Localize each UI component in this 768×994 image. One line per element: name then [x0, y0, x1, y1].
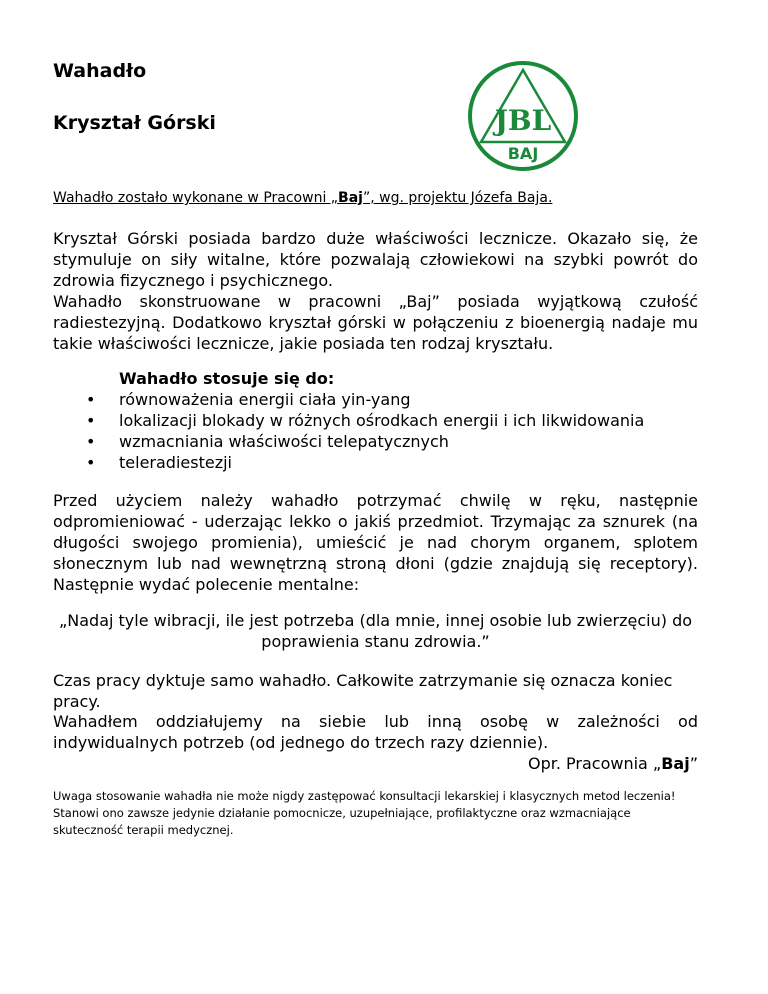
credit-suffix: ”, wg. projektu Józefa Baja.: [362, 190, 553, 206]
list-item: • wzmacniania właściwości telepatycznych: [86, 432, 449, 451]
paragraph-sensitivity: Wahadło skonstruowane w pracowni „Baj” posiada wyjątkową czułość radiestezyjną. Dodatkowo kryształ górski w połączeniu z bioenergią nadaje mu takie właściwości lecznicze, jakie posiada ten rodzaj kryształu.: [53, 292, 698, 353]
medical-disclaimer: Uwaga stosowanie wahadła nie może nigdy zastępować konsultacji lekarskiej i klasycznych metod leczenia! Stanowi ono zawsze jedynie działanie pomocnicze, uzupełniające, profilaktyczne oraz wzmacniające skuteczność terapii medycznej.: [53, 789, 676, 837]
usage-heading: Wahadło stosuje się do:: [119, 369, 335, 388]
logo-brand-text: BAJ: [507, 144, 539, 163]
bullet-icon: •: [86, 411, 96, 430]
baj-logo: [467, 60, 579, 172]
list-item: • lokalizacji blokady w różnych ośrodkach energii i ich likwidowania: [86, 411, 645, 430]
quote-line-1: „Nadaj tyle wibracji, ile jest potrzeba (dla mnie, innej osobie lub zwierzęciu) do: [58, 611, 693, 630]
signature-prefix: Opr. Pracownia „: [528, 754, 662, 773]
credit-brand: Baj: [338, 190, 363, 206]
usage-list: [53, 368, 698, 473]
logo-monogram: JBL: [494, 104, 552, 137]
bullet-icon: •: [86, 453, 96, 472]
paragraph-intro: Kryształ Górski posiada bardzo duże właściwości lecznicze. Okazało się, że stymuluje on siły witalne, które pozwalają człowiekowi na szybki powrót do zdrowia fizycznego i psychicznego.: [53, 229, 698, 290]
paragraph-duration: Czas pracy dyktuje samo wahadło. Całkowite zatrzymanie się oznacza koniec pracy.: [53, 671, 673, 711]
paragraph-instructions: Przed użyciem należy wahadło potrzymać chwilę w ręku, następnie odpromieniować - uderzając lekko o jakiś przedmiot. Trzymając za sznurek (na długości swojego promienia), umieścić je nad chorym organem, splotem słonecznym lub nad wewnętrzną stroną dłoni (gdzie znajdują się receptory). Następnie wydać polecenie mentalne:: [53, 491, 698, 594]
credit-line: [53, 190, 552, 206]
signature-brand: Baj: [661, 754, 690, 773]
credit-prefix: Wahadło zostało wykonane w Pracowni „: [53, 190, 339, 206]
quote-line-2: poprawienia stanu zdrowia.”: [261, 632, 490, 651]
list-item: • równoważenia energii ciała yin-yang: [86, 390, 411, 409]
mental-command-quote: [53, 610, 698, 652]
signature-suffix: ”: [689, 754, 698, 773]
bullet-icon: •: [86, 432, 96, 451]
document-subtitle: Kryształ Górski: [53, 112, 216, 134]
bullet-icon: •: [86, 390, 96, 409]
signature: [528, 753, 698, 774]
document-title: Wahadło: [53, 60, 147, 82]
paragraph-frequency: Wahadłem oddziałujemy na siebie lub inną osobę w zależności od indywidualnych potrzeb (od jednego do trzech razy dziennie).: [53, 712, 698, 752]
list-item: • teleradiestezji: [86, 453, 232, 472]
